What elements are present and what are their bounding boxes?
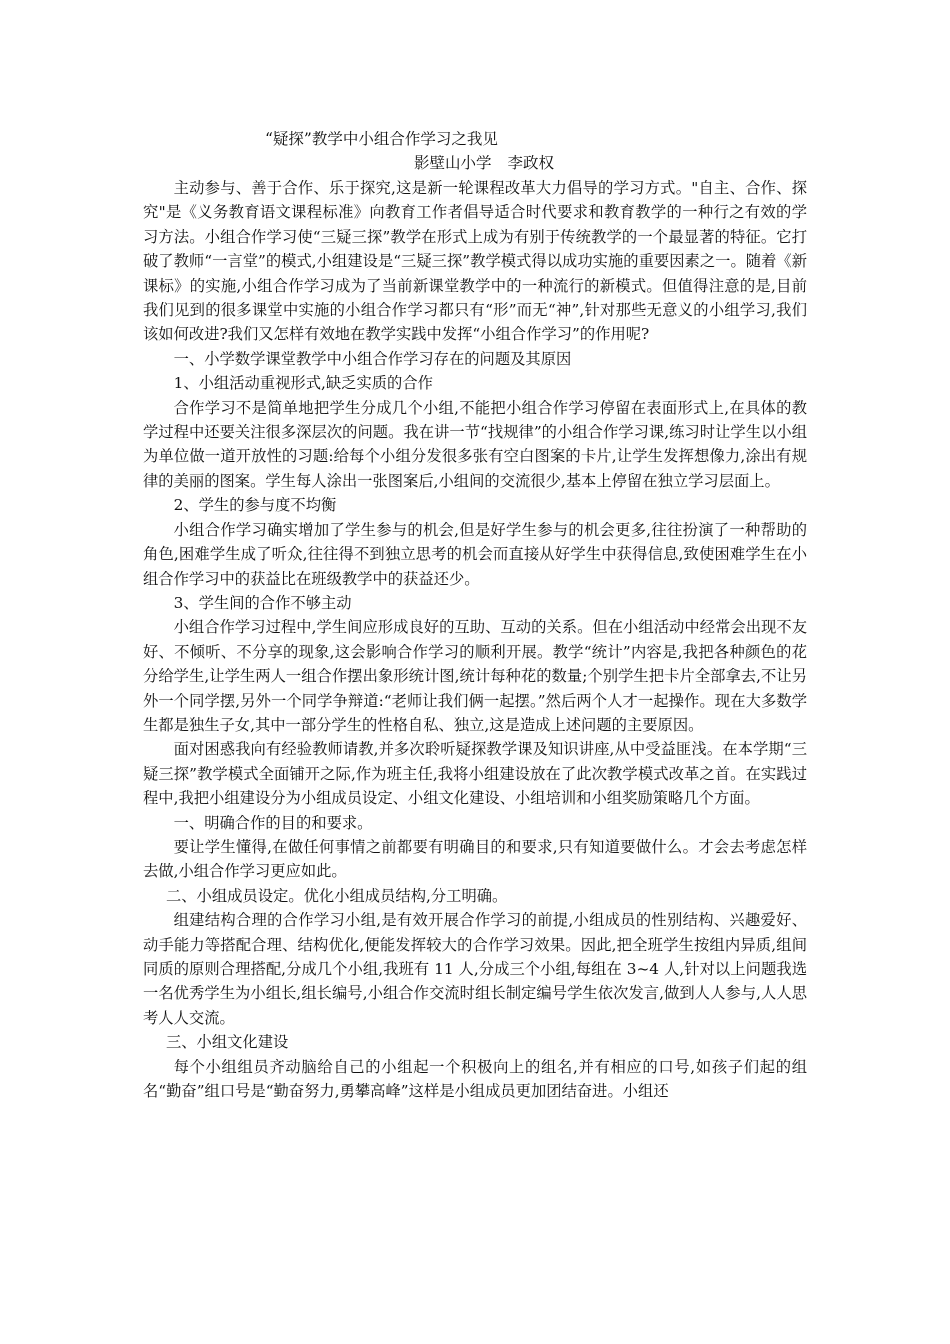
byline [414, 152, 554, 174]
subheading-3: 3、学生间的合作不够主动 [173, 593, 352, 612]
subheading-1: 1、小组活动重视形式,缺乏实质的合作 [173, 374, 433, 393]
paragraph: 组建结构合理的合作学习小组,是有效开展合作学习的前提,小组成员的性别结构、兴趣爱好、动手能力等搭配合理、结构优化,便能发挥较大的合作学习效果。因此,把全班学生按组内异质,组间同质的原则合理搭配,分成几个小组,我班有 11 人,分成三个小组,每组在 3~4 人,针对以上问题我选一名优秀学生为小组长,组长编号,小组合作交流时组长制定编号学生依次发言,做到人人参与,人人思考人人交流。 [143, 911, 807, 1027]
section-heading-problems: 一、小学数学课堂教学中小组合作学习存在的问题及其原因 [173, 349, 572, 368]
paragraph: 小组合作学习过程中,学生间应形成良好的互助、互动的关系。但在小组活动中经常会出现不友好、不倾听、不分享的现象,这会影响合作学习的顺利开展。教学“统计”内容是,我把各种颜色的花分给学生,让学生两人一组合作摆出象形统计图,统计每种花的数量;个别学生把卡片全部拿去,不让另外一个同学摆,另外一个同学争辩道:“老师让我们俩一起摆。”然后两个人才一起操作。现在大多数学生都是独生子女,其中一部分学生的性格自私、独立,这是造成上述问题的主要原因。 [143, 618, 807, 734]
paragraph: 要让学生懂得,在做任何事情之前都要有明确目的和要求,只有知道要做什么。才会去考虑怎样去做,小组合作学习更应如此。 [143, 837, 807, 881]
document-title: “疑探”教学中小组合作学习之我见 [265, 130, 498, 148]
section-heading-1: 一、明确合作的目的和要求。 [173, 813, 373, 832]
paragraph: 面对困惑我向有经验教师请教,并多次聆听疑探教学课及知识讲座,从中受益匪浅。在本学期“三疑三探”教学模式全面铺开之际,作为班主任,我将小组建设放在了此次教学模式改革之首。在实践过程中,我把小组建设分为小组成员设定、小组文化建设、小组培训和小组奖励策略几个方面。 [143, 740, 807, 808]
paragraph: 每个小组组员齐动脑给自己的小组起一个积极向上的组名,并有相应的口号,如孩子们起的组名“勤奋”组口号是“勤奋努力,勇攀高峰”这样是小组成员更加团结奋进。小组还 [143, 1057, 807, 1101]
article-body [143, 176, 807, 1103]
section-heading-3: 三、小组文化建设 [165, 1033, 289, 1052]
paragraph: 合作学习不是简单地把学生分成几个小组,不能把小组合作学习停留在表面形式上,在具体的教学过程中还要关注很多深层次的问题。我在讲一节“找规律”的小组合作学习课,练习时让学生以小组为单位做一道开放性的习题:给每个小组分发很多张有空白图案的卡片,让学生发挥想像力,涂出有规律的美丽的图案。学生每人涂出一张图案后,小组间的交流很少,基本上停留在独立学习层面上。 [143, 398, 807, 490]
paragraph: 小组合作学习确实增加了学生参与的机会,但是好学生参与的机会更多,往往扮演了一种帮助的角色,困难学生成了听众,往往得不到独立思考的机会而直接从好学生中获得信息,致使困难学生在小组合作学习中的获益比在班级教学中的获益还少。 [143, 520, 807, 588]
section-heading-2: 二、小组成员设定。优化小组成员结构,分工明确。 [165, 886, 508, 905]
paragraph-intro: 主动参与、善于合作、乐于探究,这是新一轮课程改革大力倡导的学习方式。"自主、合作、探究"是《义务教育语文课程标准》向教育工作者倡导适合时代要求和教育教学的一种行之有效的学习方法。小组合作学习使“三疑三探”教学在形式上成为有别于传统教学的一个最显著的特征。它打破了教师“一言堂”的模式,小组建设是“三疑三探”教学模式得以成功实施的重要因素之一。随着《新课标》的实施,小组合作学习成为了当前新课堂教学中的一种流行的新模式。但值得注意的是,目前我们见到的很多课堂中实施的小组合作学习都只有“形”而无“神”,针对那些无意义的小组学习,我们该如何改进?我们又怎样有效地在教学实践中发挥“小组合作学习”的作用呢? [143, 179, 807, 344]
subheading-2: 2、学生的参与度不均衡 [173, 496, 337, 515]
school-name: 影壁山小学 [414, 154, 492, 172]
author-name: 李政权 [507, 154, 555, 172]
